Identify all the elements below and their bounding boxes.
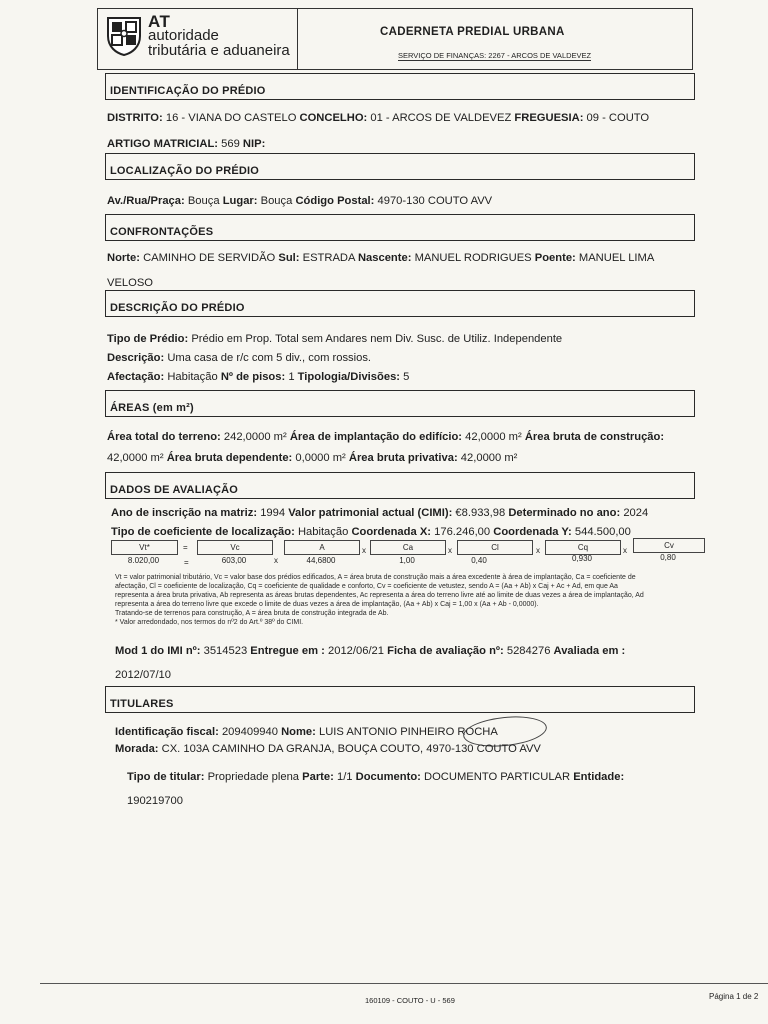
nif-label: Identificação fiscal: <box>115 726 219 738</box>
section-heading: CONFRONTAÇÕES <box>110 226 214 238</box>
concelho-label: CONCELHO: <box>299 112 368 124</box>
areas-line-1 <box>107 431 664 443</box>
coeficiente-value: Habitação <box>297 526 349 538</box>
section-avaliacao <box>105 472 695 499</box>
morada-line <box>115 743 541 755</box>
determinado-label: Determinado no ano: <box>508 507 621 519</box>
tipo-predio-value: Prédio em Prop. Total sem Andares nem Div. Susc. de Utiliz. Independente <box>191 333 563 345</box>
entidade-value: 190219700 <box>127 795 183 807</box>
coordenada-y-value: 544.500,00 <box>574 526 631 538</box>
avaliacao-line-1 <box>111 507 648 519</box>
vpt-label: Valor patrimonial actual (CIMI): <box>288 507 453 519</box>
distrito-label: DISTRITO: <box>107 112 163 124</box>
pisos-value: 1 <box>288 371 295 383</box>
coordenada-x-value: 176.246,00 <box>434 526 491 538</box>
determinado-value: 2024 <box>623 507 649 519</box>
nascente-label: Nascente: <box>357 252 412 264</box>
nome-value: LUIS ANTONIO PINHEIRO ROCHA <box>318 726 498 738</box>
formula-cq-value: 0,930 <box>571 554 593 563</box>
lugar-label: Lugar: <box>222 195 258 207</box>
documento-value: DOCUMENTO PARTICULAR <box>424 771 571 783</box>
formula-note-1: Vt = valor patrimonial tributário, Vc = valor base dos prédios edificados, A = área bruta de construção mais a área excedente à área de implantação, Ca = coeficiente de <box>115 574 636 581</box>
lugar-value: Bouça <box>260 195 293 207</box>
nif-value: 209409940 <box>221 726 278 738</box>
formula-cq-box: Cq <box>545 540 621 555</box>
codigo-postal-label: Código Postal: <box>295 195 375 207</box>
formula-equals-2: = <box>184 558 189 567</box>
freguesia-value: 09 - COUTO <box>586 112 650 124</box>
area-implantacao-value: 42,0000 m² <box>465 431 522 443</box>
formula-cv-box: Cv <box>633 538 705 553</box>
area-bruta-privativa-label: Área bruta privativa: <box>348 452 458 464</box>
tipo-titular-line <box>127 771 624 783</box>
footer-code: 160109 - COUTO - U - 569 <box>365 996 455 1005</box>
pisos-label: Nº de pisos: <box>220 371 286 383</box>
area-bruta-construcao-value: 42,0000 m² <box>107 452 164 464</box>
tipo-predio-line <box>107 333 562 345</box>
vpt-value: €8.933,98 <box>455 507 506 519</box>
poente-label: Poente: <box>534 252 576 264</box>
formula-times: x <box>448 546 452 555</box>
section-descricao <box>105 290 695 317</box>
section-heading: DESCRIÇÃO DO PRÉDIO <box>110 302 245 314</box>
avaliacao-line-2 <box>111 526 631 538</box>
at-logo-icon <box>106 14 142 56</box>
formula-times: x <box>623 546 627 555</box>
formula-times: x <box>536 546 540 555</box>
formula-a-box: A <box>284 540 360 555</box>
descricao-label: Descrição: <box>107 352 165 364</box>
area-total-value: 242,0000 m² <box>223 431 287 443</box>
identificacao-line-2 <box>107 138 265 150</box>
mod1-value: 3514523 <box>203 645 248 657</box>
formula-vc-value: 603,00 <box>221 556 247 565</box>
formula-ca-value: 1,00 <box>399 556 415 565</box>
parte-value: 1/1 <box>336 771 353 783</box>
poente-value: MANUEL LIMA <box>578 252 655 264</box>
formula-vt-box: Vt* <box>111 540 178 555</box>
formula-cl-value: 0,40 <box>471 556 487 565</box>
localizacao-line <box>107 195 492 207</box>
nascente-value: MANUEL RODRIGUES <box>414 252 532 264</box>
ano-inscricao-value: 1994 <box>260 507 286 519</box>
norte-value: CAMINHO DE SERVIDÃO <box>143 252 276 264</box>
section-confrontacoes <box>105 214 695 241</box>
tipo-titular-label: Tipo de titular: <box>127 771 205 783</box>
formula-vt-value: 8.020,00 <box>127 556 160 565</box>
tax-service: SERVIÇO DE FINANÇAS: 2267 - ARCOS DE VALDEVEZ <box>398 51 592 60</box>
area-bruta-construcao-label: Área bruta de construção: <box>524 431 665 443</box>
poente-value-continued: VELOSO <box>107 277 154 289</box>
morada-value: CX. 103A CAMINHO DA GRANJA, BOUÇA COUTO, 4970-130 COUTO AVV <box>161 743 541 755</box>
footer-rule <box>40 983 768 984</box>
areas-line-2 <box>107 452 517 464</box>
artigo-label: ARTIGO MATRICIAL: <box>107 138 219 150</box>
formula-note-2: afectação, Cl = coeficiente de localização, Cq = coeficiente de qualidade e conforto, Cv = coeficiente de vetustez, sendo A = (Aa + Ab) x Caj + Ac + Ad, em que Aa <box>115 583 618 590</box>
formula-note-5: Tratando-se de terrenos para construção, A = área bruta de construção integrada de Ab. <box>115 610 389 617</box>
rua-label: Av./Rua/Praça: <box>107 195 185 207</box>
area-bruta-privativa-value: 42,0000 m² <box>460 452 518 464</box>
descricao-value: Uma casa de r/c com 5 div., com rossios. <box>167 352 372 364</box>
section-titulares <box>105 686 695 713</box>
section-localizacao <box>105 153 695 180</box>
area-bruta-dependente-value: 0,0000 m² <box>295 452 346 464</box>
distrito-value: 16 - VIANA DO CASTELO <box>165 112 297 124</box>
titular-id-line <box>115 726 498 738</box>
page-number: Página 1 de 2 <box>709 992 759 1001</box>
codigo-postal-value: 4970-130 COUTO AVV <box>377 195 493 207</box>
sul-value: ESTRADA <box>302 252 355 264</box>
documento-label: Documento: <box>355 771 421 783</box>
confrontacoes-line-1 <box>107 252 654 264</box>
nome-label: Nome: <box>281 726 316 738</box>
mod1-line <box>115 645 625 657</box>
formula-cl-box: Cl <box>457 540 533 555</box>
formula-note-4: representa a área do terreno livre que excede o limite de duas vezes a área de implantação, (Aa + Ab) x Caj = 1,00 x (Aa + Ab - 0,0000). <box>115 601 539 608</box>
logo-line-2: tributária e aduaneira <box>148 42 290 59</box>
section-heading: TITULARES <box>110 698 174 710</box>
formula-note-6: * Valor arredondado, nos termos do nº2 do Art.º 38º do CIMI. <box>115 619 304 626</box>
avaliada-value: 2012/07/10 <box>115 669 171 681</box>
nip-label: NIP: <box>242 138 266 150</box>
identificacao-line-1 <box>107 112 649 124</box>
formula-vc-box: Vc <box>197 540 273 555</box>
afectacao-line <box>107 371 409 383</box>
norte-label: Norte: <box>107 252 140 264</box>
formula-equals: = <box>183 543 188 552</box>
sul-label: Sul: <box>278 252 300 264</box>
ano-inscricao-label: Ano de inscrição na matriz: <box>111 507 258 519</box>
entregue-label: Entregue em : <box>250 645 325 657</box>
coordenada-y-label: Coordenada Y: <box>493 526 572 538</box>
afectacao-value: Habitação <box>167 371 218 383</box>
section-areas <box>105 390 695 417</box>
logo-at: AT <box>148 12 171 31</box>
section-heading: ÁREAS (em m²) <box>110 402 194 414</box>
rua-value: Bouça <box>187 195 220 207</box>
formula-a-value: 44,6800 <box>306 556 336 565</box>
coordenada-x-label: Coordenada X: <box>351 526 432 538</box>
section-heading: LOCALIZAÇÃO DO PRÉDIO <box>110 165 260 177</box>
parte-label: Parte: <box>302 771 334 783</box>
ficha-value: 5284276 <box>506 645 551 657</box>
area-total-label: Área total do terreno: <box>107 431 221 443</box>
tipologia-value: 5 <box>403 371 410 383</box>
header-divider <box>297 8 298 70</box>
descricao-line <box>107 352 371 364</box>
tipo-predio-label: Tipo de Prédio: <box>107 333 189 345</box>
mod1-label: Mod 1 do IMI nº: <box>115 645 201 657</box>
section-heading: IDENTIFICAÇÃO DO PRÉDIO <box>110 85 266 97</box>
area-implantacao-label: Área de implantação do edifício: <box>289 431 463 443</box>
avaliada-label: Avaliada em : <box>553 645 626 657</box>
freguesia-label: FREGUESIA: <box>514 112 584 124</box>
ficha-label: Ficha de avaliação nº: <box>387 645 504 657</box>
tipologia-label: Tipologia/Divisões: <box>297 371 401 383</box>
tipo-titular-value: Propriedade plena <box>207 771 300 783</box>
logo-line-1: autoridade <box>148 27 219 44</box>
formula-times: x <box>274 556 278 565</box>
coeficiente-label: Tipo de coeficiente de localização: <box>111 526 295 538</box>
section-identificacao <box>105 73 695 100</box>
entregue-value: 2012/06/21 <box>328 645 384 657</box>
concelho-value: 01 - ARCOS DE VALDEVEZ <box>370 112 512 124</box>
afectacao-label: Afectação: <box>107 371 165 383</box>
morada-label: Morada: <box>115 743 159 755</box>
artigo-value: 569 <box>221 138 240 150</box>
formula-times: x <box>362 546 366 555</box>
document-title: CADERNETA PREDIAL URBANA <box>380 26 565 38</box>
formula-cv-value: 0,80 <box>660 553 676 562</box>
area-bruta-dependente-label: Área bruta dependente: <box>166 452 293 464</box>
formula-note-3: representa a área bruta privativa, Ab representa as áreas brutas dependentes, Ac representa a área do terreno livre até ao limite de duas vezes a área de implantação, Ad <box>115 592 644 599</box>
entidade-label: Entidade: <box>573 771 625 783</box>
formula-ca-box: Ca <box>370 540 446 555</box>
section-heading: DADOS DE AVALIAÇÃO <box>110 484 239 496</box>
